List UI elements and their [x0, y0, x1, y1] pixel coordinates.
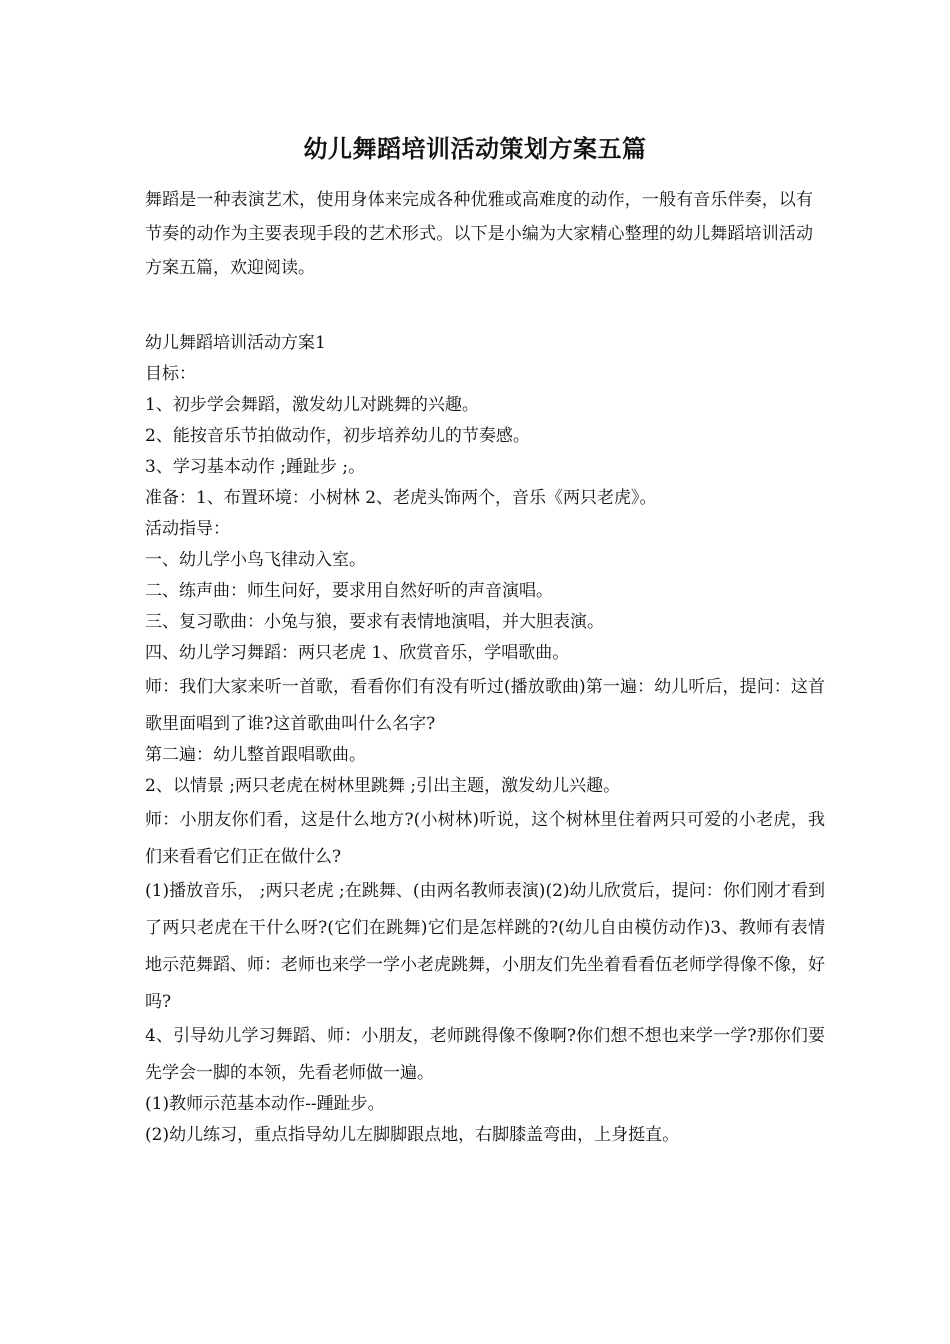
body-paragraph: 4、引导幼儿学习舞蹈、师：小朋友，老师跳得像不像啊?你们想不想也来学一学?那你们要先学会一脚的本领，先看老师做一遍。 — [145, 1026, 825, 1083]
body-paragraph: 2、以情景 ;两只老虎在树林里跳舞 ;引出主题，激发幼儿兴趣。 — [145, 776, 621, 796]
body-paragraph: (1)播放音乐， ;两只老虎 ;在跳舞、(由两名教师表演)(2)幼儿欣赏后，提问：你们刚才看到了两只老虎在干什么呀?(它们在跳舞)它们是怎样跳的?(幼儿自由模仿动作)3、教师有表情地示范舞蹈、师：老师也来学一学小老虎跳舞，小朋友们先坐着看看伍老师学得像不像，好吗? — [145, 881, 825, 1012]
step-item: 一、幼儿学小鸟飞律动入室。 — [145, 550, 366, 570]
step-item: 四、幼儿学习舞蹈：两只老虎 1、欣赏音乐，学唱歌曲。 — [145, 643, 570, 663]
guidance-label: 活动指导： — [145, 519, 230, 539]
intro-paragraph: 舞蹈是一种表演艺术，使用身体来完成各种优雅或高难度的动作，一般有音乐伴奏，以有节奏的动作为主要表现手段的艺术形式。以下是小编为大家精心整理的幼儿舞蹈培训活动方案五篇，欢迎阅读。 — [145, 190, 813, 278]
document-title: 幼儿舞蹈培训活动策划方案五篇 — [303, 134, 647, 163]
body-paragraph: 第二遍：幼儿整首跟唱歌曲。 — [145, 745, 366, 765]
body-paragraph: 师：我们大家来听一首歌，看看你们有没有听过(播放歌曲)第一遍：幼儿听后，提问：这首歌里面唱到了谁?这首歌曲叫什么名字? — [145, 677, 825, 734]
section-heading: 幼儿舞蹈培训活动方案1 — [145, 333, 326, 353]
goal-item: 1、初步学会舞蹈，激发幼儿对跳舞的兴趣。 — [145, 395, 479, 415]
goal-label: 目标： — [145, 364, 196, 384]
body-paragraph: (2)幼儿练习，重点指导幼儿左脚脚跟点地，右脚膝盖弯曲，上身挺直。 — [145, 1125, 680, 1145]
step-item: 三、复习歌曲：小兔与狼，要求有表情地演唱，并大胆表演。 — [145, 612, 604, 632]
document-body — [145, 328, 825, 1151]
preparation-text: 准备：1、布置环境：小树林 2、老虎头饰两个，音乐《两只老虎》。 — [145, 488, 657, 508]
body-paragraph: (1)教师示范基本动作--踵趾步。 — [145, 1094, 385, 1114]
body-paragraph: 师：小朋友你们看，这是什么地方?(小树林)听说，这个树林里住着两只可爱的小老虎，我们来看看它们正在做什么? — [145, 810, 825, 867]
goal-item: 2、能按音乐节拍做动作，初步培养幼儿的节奏感。 — [145, 426, 530, 446]
step-item: 二、练声曲：师生问好，要求用自然好听的声音演唱。 — [145, 581, 553, 601]
goal-item: 3、学习基本动作 ;踵趾步 ;。 — [145, 457, 366, 477]
